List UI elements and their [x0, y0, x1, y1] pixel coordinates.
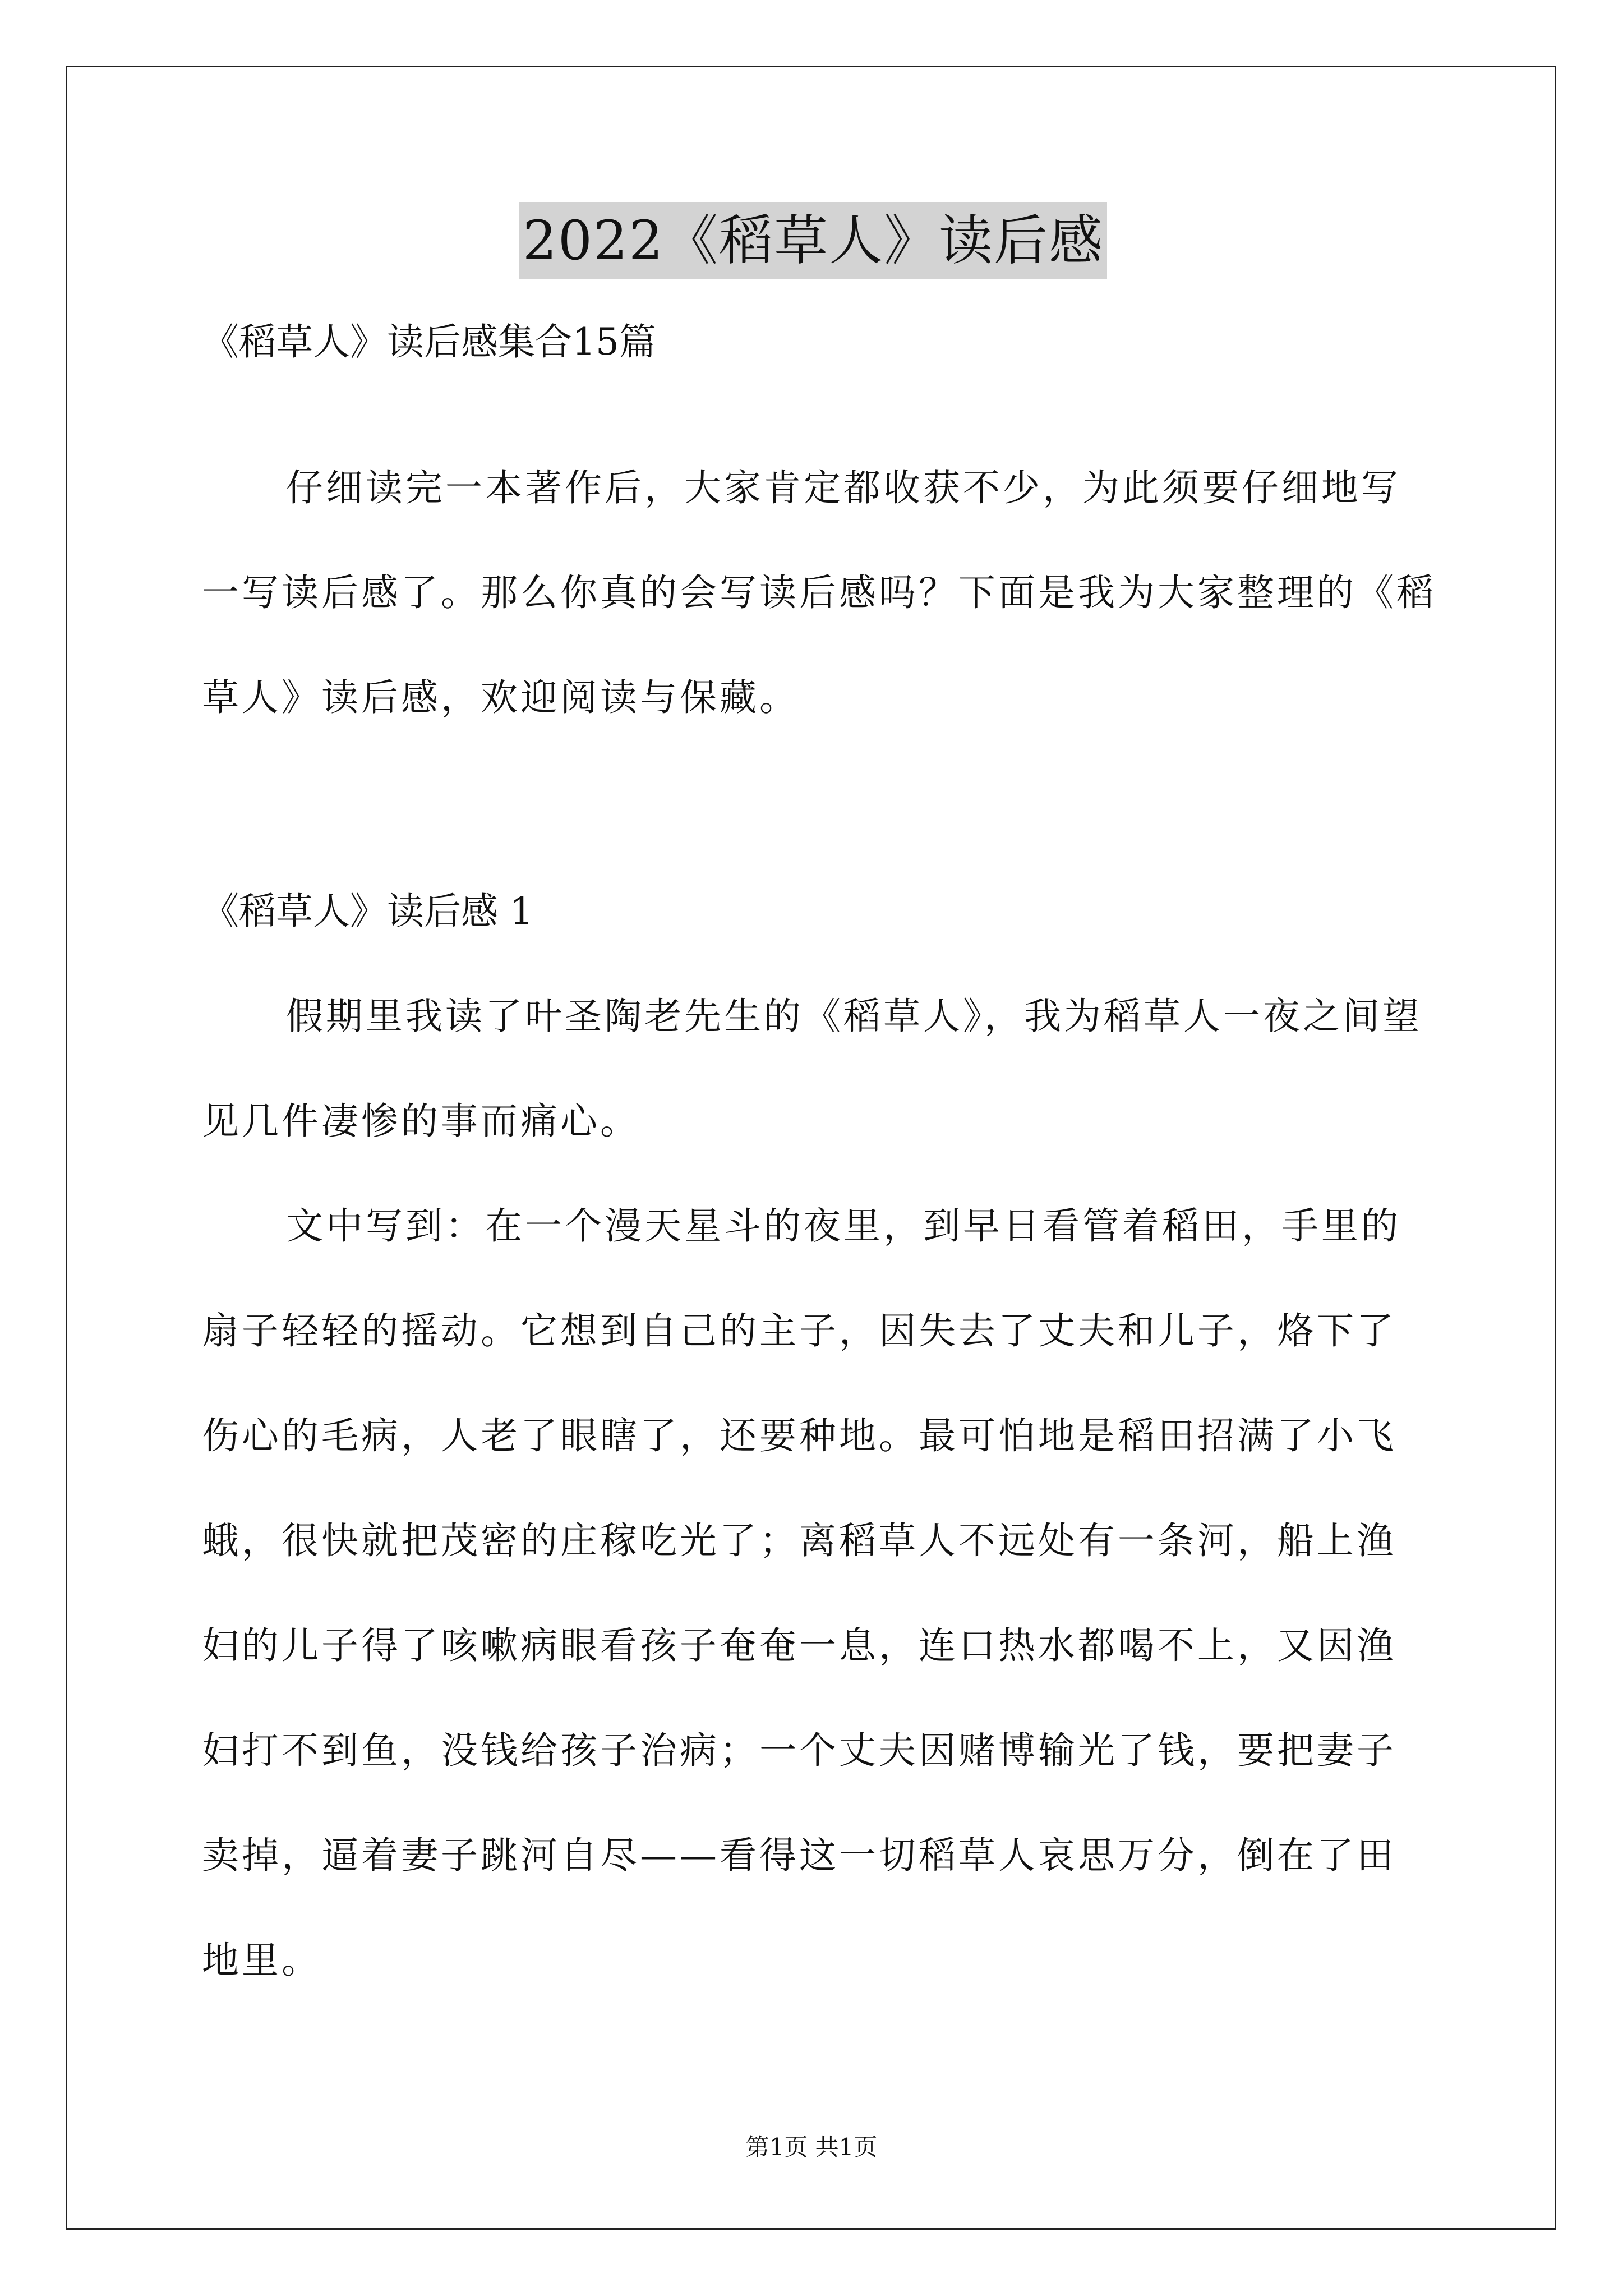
- para2-line-7: 卖掉，逼着妻子跳河自尽——看得这一切稻草人哀思万分，倒在了田: [202, 1834, 1396, 1877]
- document-title: 2022《稻草人》读后感: [519, 202, 1107, 279]
- document-subtitle: 《稻草人》读后感集合15篇: [202, 320, 656, 364]
- para2-line-6: 妇打不到鱼，没钱给孩子治病；一个丈夫因赌博输光了钱，要把妻子: [202, 1729, 1396, 1772]
- para2-line-5: 妇的儿子得了咳嗽病眼看孩子奄奄一息，连口热水都喝不上，又因渔: [202, 1624, 1396, 1667]
- page-border: [66, 66, 1556, 2230]
- intro-line-2: 一写读后感了。那么你真的会写读后感吗？下面是我为大家整理的《稻: [202, 571, 1436, 614]
- page-footer: 第1页 共1页: [745, 2133, 878, 2161]
- intro-line-3: 草人》读后感，欢迎阅读与保藏。: [202, 676, 799, 719]
- section-heading: 《稻草人》读后感 1: [202, 890, 533, 933]
- title-container: [202, 202, 1424, 279]
- para1-line-1: 假期里我读了叶圣陶老先生的《稻草人》，我为稻草人一夜之间望: [286, 995, 1422, 1038]
- para2-line-3: 伤心的毛病，人老了眼瞎了，还要种地。最可怕地是稻田招满了小飞: [202, 1414, 1396, 1457]
- para1-line-2: 见几件凄惨的事而痛心。: [202, 1099, 640, 1143]
- para2-line-2: 扇子轻轻的摇动。它想到自己的主子，因失去了丈夫和儿子，烙下了: [202, 1309, 1396, 1352]
- para2-line-4: 蛾，很快就把茂密的庄稼吃光了；离稻草人不远处有一条河，船上渔: [202, 1519, 1396, 1562]
- intro-line-1: 仔细读完一本著作后，大家肯定都收获不少，为此须要仔细地写: [286, 466, 1401, 509]
- para2-line-8: 地里。: [202, 1939, 321, 1982]
- para2-line-1: 文中写到：在一个漫天星斗的夜里，到早日看管着稻田，手里的: [286, 1204, 1401, 1248]
